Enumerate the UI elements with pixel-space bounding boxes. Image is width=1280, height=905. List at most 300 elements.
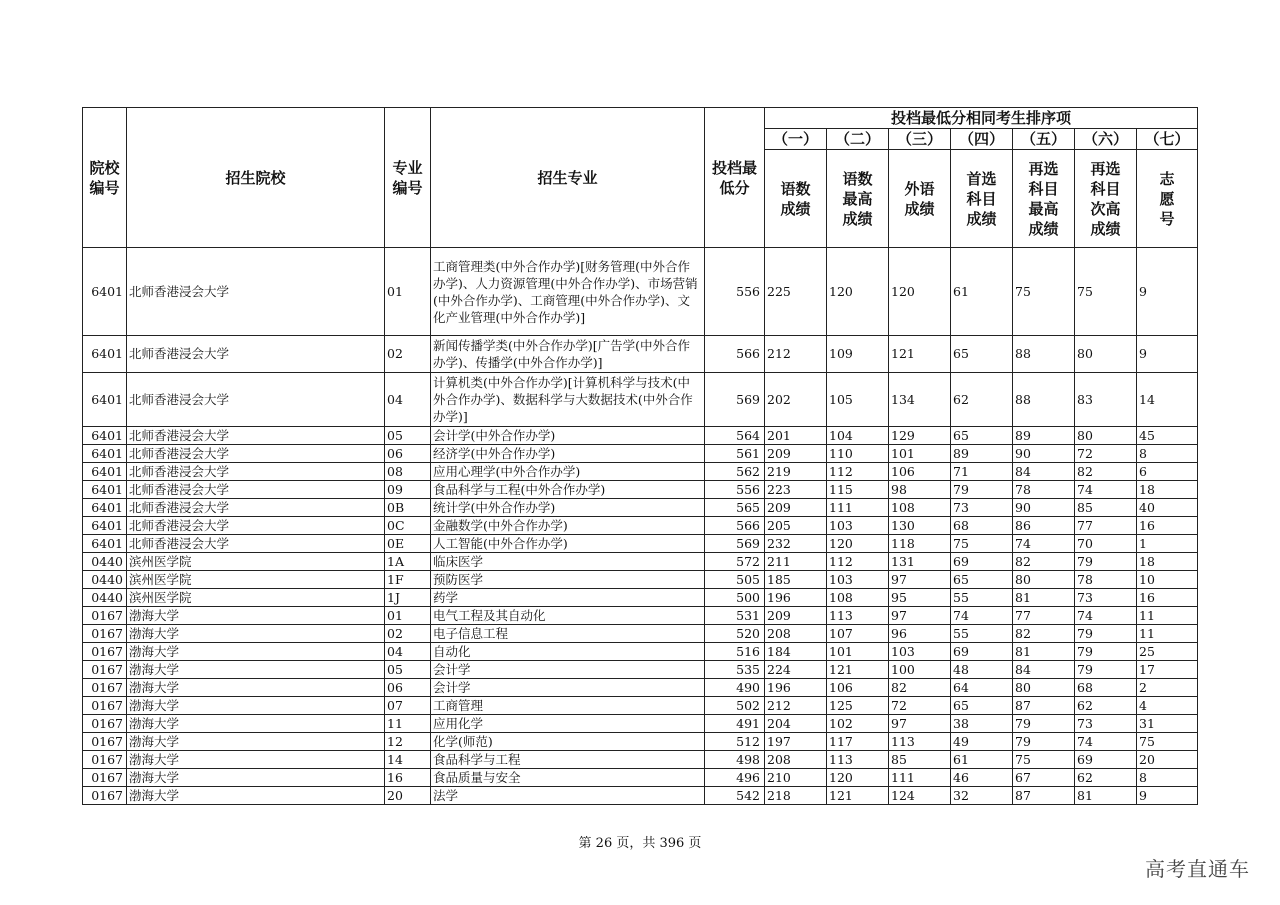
cell-school-name: 北师香港浸会大学 [127, 336, 385, 373]
header-tiebreak-label-3 [889, 150, 951, 248]
table-body [83, 248, 1198, 805]
cell-tiebreak-5: 79 [1013, 733, 1075, 751]
cell-tiebreak-6: 73 [1075, 589, 1137, 607]
cell-major-name: 应用心理学(中外合作办学) [431, 463, 705, 481]
table-row [83, 248, 1198, 336]
cell-tiebreak-1: 224 [765, 661, 827, 679]
cell-tiebreak-7: 17 [1137, 661, 1198, 679]
cell-major-name: 临床医学 [431, 553, 705, 571]
cell-school-name: 渤海大学 [127, 625, 385, 643]
cell-tiebreak-1: 196 [765, 679, 827, 697]
cell-tiebreak-1: 201 [765, 427, 827, 445]
cell-tiebreak-1: 209 [765, 607, 827, 625]
cell-school-name: 渤海大学 [127, 787, 385, 805]
cell-major-code: 1A [385, 553, 431, 571]
cell-school-code: 6401 [83, 373, 127, 427]
cell-tiebreak-6: 73 [1075, 715, 1137, 733]
header-tiebreak-label-1 [765, 150, 827, 248]
cell-major-code: 11 [385, 715, 431, 733]
cell-min-score: 535 [705, 661, 765, 679]
cell-min-score: 500 [705, 589, 765, 607]
cell-tiebreak-7: 16 [1137, 517, 1198, 535]
cell-school-name: 渤海大学 [127, 607, 385, 625]
cell-tiebreak-4: 75 [951, 535, 1013, 553]
cell-major-code: 06 [385, 445, 431, 463]
cell-school-name: 渤海大学 [127, 697, 385, 715]
cell-tiebreak-6: 79 [1075, 625, 1137, 643]
cell-school-code: 0167 [83, 787, 127, 805]
cell-major-name: 新闻传播学类(中外合作办学)[广告学(中外合作办学)、传播学(中外合作办学)] [431, 336, 705, 373]
cell-tiebreak-7: 40 [1137, 499, 1198, 517]
page-number: 第 26 页，共 396 页 [578, 836, 702, 851]
cell-tiebreak-1: 223 [765, 481, 827, 499]
cell-tiebreak-1: 197 [765, 733, 827, 751]
cell-tiebreak-7: 8 [1137, 769, 1198, 787]
cell-tiebreak-1: 184 [765, 643, 827, 661]
header-tiebreak-label-5-text: 再选科目最高成绩 [1028, 159, 1059, 238]
cell-tiebreak-6: 79 [1075, 643, 1137, 661]
cell-tiebreak-2: 120 [827, 535, 889, 553]
cell-tiebreak-4: 73 [951, 499, 1013, 517]
cell-school-code: 0440 [83, 589, 127, 607]
cell-tiebreak-3: 108 [889, 499, 951, 517]
header-tiebreak-label-1-text: 语数成绩 [780, 179, 811, 218]
cell-tiebreak-7: 8 [1137, 445, 1198, 463]
cell-tiebreak-4: 65 [951, 427, 1013, 445]
cell-major-code: 02 [385, 625, 431, 643]
cell-school-name: 渤海大学 [127, 751, 385, 769]
cell-tiebreak-6: 81 [1075, 787, 1137, 805]
cell-tiebreak-7: 2 [1137, 679, 1198, 697]
cell-tiebreak-2: 108 [827, 589, 889, 607]
cell-major-code: 12 [385, 733, 431, 751]
table-row [83, 787, 1198, 805]
header-tiebreak-label-7-text: 志愿号 [1159, 169, 1175, 228]
cell-tiebreak-6: 85 [1075, 499, 1137, 517]
table-row [83, 643, 1198, 661]
cell-tiebreak-3: 103 [889, 643, 951, 661]
cell-tiebreak-3: 106 [889, 463, 951, 481]
cell-tiebreak-7: 16 [1137, 589, 1198, 607]
cell-tiebreak-6: 75 [1075, 248, 1137, 336]
cell-tiebreak-2: 115 [827, 481, 889, 499]
cell-major-code: 20 [385, 787, 431, 805]
table-row [83, 463, 1198, 481]
cell-tiebreak-6: 78 [1075, 571, 1137, 589]
cell-tiebreak-2: 113 [827, 607, 889, 625]
cell-school-name: 北师香港浸会大学 [127, 535, 385, 553]
cell-tiebreak-4: 71 [951, 463, 1013, 481]
cell-tiebreak-5: 90 [1013, 445, 1075, 463]
cell-tiebreak-2: 112 [827, 553, 889, 571]
cell-tiebreak-5: 88 [1013, 373, 1075, 427]
cell-tiebreak-2: 120 [827, 248, 889, 336]
cell-tiebreak-7: 9 [1137, 248, 1198, 336]
cell-tiebreak-2: 103 [827, 517, 889, 535]
cell-major-code: 1J [385, 589, 431, 607]
cell-tiebreak-7: 1 [1137, 535, 1198, 553]
cell-school-code: 6401 [83, 517, 127, 535]
cell-major-code: 01 [385, 607, 431, 625]
cell-tiebreak-7: 11 [1137, 625, 1198, 643]
cell-tiebreak-5: 80 [1013, 571, 1075, 589]
header-tiebreak-label-7 [1137, 150, 1198, 248]
cell-tiebreak-2: 101 [827, 643, 889, 661]
cell-min-score: 531 [705, 607, 765, 625]
cell-tiebreak-6: 62 [1075, 697, 1137, 715]
cell-tiebreak-5: 82 [1013, 553, 1075, 571]
cell-tiebreak-4: 55 [951, 625, 1013, 643]
cell-major-name: 人工智能(中外合作办学) [431, 535, 705, 553]
cell-major-code: 06 [385, 679, 431, 697]
cell-school-name: 滨州医学院 [127, 589, 385, 607]
cell-major-name: 工商管理类(中外合作办学)[财务管理(中外合作办学)、人力资源管理(中外合作办学)、市场营销(中外合作办学)、工商管理(中外合作办学)、文化产业管理(中外合作办学)] [431, 248, 705, 336]
cell-tiebreak-1: 208 [765, 625, 827, 643]
table-row [83, 427, 1198, 445]
cell-tiebreak-2: 105 [827, 373, 889, 427]
header-school-code-label: 院校编号 [89, 158, 120, 197]
cell-min-score: 496 [705, 769, 765, 787]
cell-tiebreak-3: 82 [889, 679, 951, 697]
cell-tiebreak-2: 110 [827, 445, 889, 463]
cell-tiebreak-2: 112 [827, 463, 889, 481]
header-tiebreak-number-4: （四） [951, 129, 1013, 150]
header-tiebreak-label-4 [951, 150, 1013, 248]
cell-major-name: 应用化学 [431, 715, 705, 733]
table-row [83, 481, 1198, 499]
cell-min-score: 491 [705, 715, 765, 733]
cell-school-name: 渤海大学 [127, 733, 385, 751]
cell-tiebreak-6: 74 [1075, 481, 1137, 499]
cell-tiebreak-2: 103 [827, 571, 889, 589]
header-min-score [705, 108, 765, 248]
admission-score-table [82, 107, 1198, 805]
cell-major-name: 工商管理 [431, 697, 705, 715]
header-tiebreak-number-2: （二） [827, 129, 889, 150]
cell-major-name: 药学 [431, 589, 705, 607]
cell-major-code: 02 [385, 336, 431, 373]
cell-major-name: 金融数学(中外合作办学) [431, 517, 705, 535]
cell-tiebreak-1: 202 [765, 373, 827, 427]
cell-tiebreak-5: 89 [1013, 427, 1075, 445]
cell-major-name: 食品质量与安全 [431, 769, 705, 787]
cell-tiebreak-2: 125 [827, 697, 889, 715]
cell-tiebreak-6: 80 [1075, 427, 1137, 445]
cell-tiebreak-7: 10 [1137, 571, 1198, 589]
cell-tiebreak-6: 72 [1075, 445, 1137, 463]
cell-min-score: 565 [705, 499, 765, 517]
cell-min-score: 564 [705, 427, 765, 445]
cell-tiebreak-3: 97 [889, 715, 951, 733]
table-row [83, 373, 1198, 427]
cell-tiebreak-2: 117 [827, 733, 889, 751]
cell-school-name: 北师香港浸会大学 [127, 445, 385, 463]
cell-school-name: 渤海大学 [127, 661, 385, 679]
cell-tiebreak-6: 83 [1075, 373, 1137, 427]
cell-school-name: 北师香港浸会大学 [127, 373, 385, 427]
cell-tiebreak-7: 18 [1137, 481, 1198, 499]
cell-tiebreak-6: 82 [1075, 463, 1137, 481]
cell-tiebreak-1: 211 [765, 553, 827, 571]
cell-school-code: 0167 [83, 697, 127, 715]
cell-tiebreak-5: 77 [1013, 607, 1075, 625]
cell-tiebreak-2: 120 [827, 769, 889, 787]
cell-school-code: 0167 [83, 733, 127, 751]
cell-tiebreak-4: 61 [951, 248, 1013, 336]
table-row [83, 517, 1198, 535]
cell-school-name: 北师香港浸会大学 [127, 463, 385, 481]
header-school-code [83, 108, 127, 248]
cell-major-code: 0C [385, 517, 431, 535]
cell-tiebreak-6: 77 [1075, 517, 1137, 535]
cell-school-code: 0167 [83, 625, 127, 643]
cell-tiebreak-4: 65 [951, 336, 1013, 373]
cell-school-code: 6401 [83, 481, 127, 499]
cell-tiebreak-4: 48 [951, 661, 1013, 679]
cell-tiebreak-3: 120 [889, 248, 951, 336]
cell-tiebreak-2: 107 [827, 625, 889, 643]
cell-tiebreak-1: 212 [765, 697, 827, 715]
cell-school-code: 0167 [83, 643, 127, 661]
cell-major-name: 化学(师范) [431, 733, 705, 751]
header-tiebreak-number-5: （五） [1013, 129, 1075, 150]
cell-tiebreak-5: 78 [1013, 481, 1075, 499]
cell-school-code: 6401 [83, 427, 127, 445]
cell-tiebreak-3: 134 [889, 373, 951, 427]
table-row [83, 661, 1198, 679]
header-tiebreak-title: 投档最低分相同考生排序项 [765, 108, 1198, 129]
header-tiebreak-label-2 [827, 150, 889, 248]
cell-tiebreak-7: 6 [1137, 463, 1198, 481]
cell-tiebreak-1: 218 [765, 787, 827, 805]
cell-tiebreak-5: 86 [1013, 517, 1075, 535]
header-major-code-label: 专业编号 [392, 158, 423, 197]
cell-tiebreak-4: 61 [951, 751, 1013, 769]
cell-tiebreak-3: 121 [889, 336, 951, 373]
cell-tiebreak-4: 62 [951, 373, 1013, 427]
cell-tiebreak-5: 67 [1013, 769, 1075, 787]
cell-tiebreak-7: 75 [1137, 733, 1198, 751]
table-row [83, 499, 1198, 517]
cell-tiebreak-3: 124 [889, 787, 951, 805]
cell-tiebreak-6: 80 [1075, 336, 1137, 373]
cell-min-score: 520 [705, 625, 765, 643]
cell-tiebreak-4: 68 [951, 517, 1013, 535]
cell-tiebreak-3: 129 [889, 427, 951, 445]
cell-tiebreak-5: 75 [1013, 248, 1075, 336]
cell-tiebreak-2: 109 [827, 336, 889, 373]
cell-tiebreak-4: 65 [951, 571, 1013, 589]
cell-tiebreak-7: 25 [1137, 643, 1198, 661]
table-row [83, 336, 1198, 373]
cell-tiebreak-5: 79 [1013, 715, 1075, 733]
cell-tiebreak-3: 98 [889, 481, 951, 499]
cell-min-score: 569 [705, 373, 765, 427]
watermark-logo: 高考直通车 [1145, 857, 1250, 881]
cell-major-name: 食品科学与工程 [431, 751, 705, 769]
header-tiebreak-label-2-text: 语数最高成绩 [842, 169, 873, 228]
cell-tiebreak-7: 9 [1137, 336, 1198, 373]
cell-major-name: 自动化 [431, 643, 705, 661]
cell-tiebreak-5: 88 [1013, 336, 1075, 373]
cell-major-code: 05 [385, 661, 431, 679]
cell-tiebreak-4: 69 [951, 643, 1013, 661]
cell-tiebreak-2: 121 [827, 661, 889, 679]
cell-major-name: 预防医学 [431, 571, 705, 589]
cell-major-code: 1F [385, 571, 431, 589]
cell-school-code: 6401 [83, 336, 127, 373]
header-major-code [385, 108, 431, 248]
header-tiebreak-label-5 [1013, 150, 1075, 248]
cell-tiebreak-7: 31 [1137, 715, 1198, 733]
cell-tiebreak-3: 100 [889, 661, 951, 679]
cell-school-name: 渤海大学 [127, 643, 385, 661]
cell-school-name: 北师香港浸会大学 [127, 517, 385, 535]
cell-school-name: 北师香港浸会大学 [127, 481, 385, 499]
cell-major-name: 食品科学与工程(中外合作办学) [431, 481, 705, 499]
table-row [83, 589, 1198, 607]
cell-school-name: 北师香港浸会大学 [127, 499, 385, 517]
cell-major-code: 07 [385, 697, 431, 715]
cell-school-code: 0167 [83, 661, 127, 679]
cell-tiebreak-7: 14 [1137, 373, 1198, 427]
cell-min-score: 556 [705, 481, 765, 499]
cell-tiebreak-2: 121 [827, 787, 889, 805]
cell-tiebreak-6: 68 [1075, 679, 1137, 697]
cell-major-name: 电子信息工程 [431, 625, 705, 643]
cell-major-name: 会计学 [431, 679, 705, 697]
cell-min-score: 569 [705, 535, 765, 553]
cell-major-code: 01 [385, 248, 431, 336]
cell-tiebreak-7: 20 [1137, 751, 1198, 769]
cell-school-name: 北师香港浸会大学 [127, 248, 385, 336]
cell-tiebreak-4: 74 [951, 607, 1013, 625]
cell-major-code: 14 [385, 751, 431, 769]
cell-min-score: 562 [705, 463, 765, 481]
cell-tiebreak-4: 79 [951, 481, 1013, 499]
table-row [83, 733, 1198, 751]
cell-tiebreak-3: 72 [889, 697, 951, 715]
cell-tiebreak-3: 111 [889, 769, 951, 787]
cell-major-code: 05 [385, 427, 431, 445]
cell-tiebreak-1: 185 [765, 571, 827, 589]
cell-min-score: 505 [705, 571, 765, 589]
cell-tiebreak-6: 79 [1075, 553, 1137, 571]
cell-school-code: 0167 [83, 607, 127, 625]
cell-tiebreak-1: 208 [765, 751, 827, 769]
cell-school-code: 6401 [83, 445, 127, 463]
table-row [83, 715, 1198, 733]
cell-tiebreak-1: 209 [765, 499, 827, 517]
header-tiebreak-number-6: （六） [1075, 129, 1137, 150]
admission-table-container [82, 107, 1197, 805]
header-school-name: 招生院校 [127, 108, 385, 248]
cell-major-name: 统计学(中外合作办学) [431, 499, 705, 517]
cell-school-name: 渤海大学 [127, 679, 385, 697]
cell-school-code: 6401 [83, 248, 127, 336]
table-row [83, 535, 1198, 553]
cell-tiebreak-1: 225 [765, 248, 827, 336]
cell-tiebreak-5: 80 [1013, 679, 1075, 697]
cell-tiebreak-3: 130 [889, 517, 951, 535]
header-tiebreak-number-3: （三） [889, 129, 951, 150]
table-row [83, 571, 1198, 589]
cell-tiebreak-3: 101 [889, 445, 951, 463]
cell-tiebreak-3: 131 [889, 553, 951, 571]
header-major-name: 招生专业 [431, 108, 705, 248]
cell-major-code: 0B [385, 499, 431, 517]
cell-tiebreak-7: 9 [1137, 787, 1198, 805]
cell-tiebreak-1: 205 [765, 517, 827, 535]
cell-min-score: 502 [705, 697, 765, 715]
cell-tiebreak-1: 212 [765, 336, 827, 373]
cell-tiebreak-3: 85 [889, 751, 951, 769]
cell-tiebreak-7: 18 [1137, 553, 1198, 571]
cell-major-code: 08 [385, 463, 431, 481]
cell-major-name: 电气工程及其自动化 [431, 607, 705, 625]
cell-tiebreak-2: 106 [827, 679, 889, 697]
cell-tiebreak-3: 97 [889, 607, 951, 625]
header-tiebreak-label-6-text: 再选科目次高成绩 [1090, 159, 1121, 238]
cell-school-code: 0167 [83, 679, 127, 697]
cell-tiebreak-6: 62 [1075, 769, 1137, 787]
cell-tiebreak-5: 75 [1013, 751, 1075, 769]
header-tiebreak-number-1: （一） [765, 129, 827, 150]
cell-tiebreak-4: 65 [951, 697, 1013, 715]
cell-min-score: 566 [705, 336, 765, 373]
table-row [83, 769, 1198, 787]
cell-school-code: 0440 [83, 571, 127, 589]
cell-tiebreak-3: 113 [889, 733, 951, 751]
cell-tiebreak-2: 111 [827, 499, 889, 517]
cell-tiebreak-5: 90 [1013, 499, 1075, 517]
cell-tiebreak-3: 118 [889, 535, 951, 553]
cell-tiebreak-5: 81 [1013, 589, 1075, 607]
cell-school-code: 6401 [83, 463, 127, 481]
cell-tiebreak-5: 81 [1013, 643, 1075, 661]
cell-tiebreak-2: 113 [827, 751, 889, 769]
cell-tiebreak-7: 4 [1137, 697, 1198, 715]
cell-school-code: 6401 [83, 535, 127, 553]
cell-major-code: 04 [385, 643, 431, 661]
cell-tiebreak-6: 74 [1075, 607, 1137, 625]
cell-tiebreak-1: 196 [765, 589, 827, 607]
cell-major-name: 法学 [431, 787, 705, 805]
cell-school-name: 滨州医学院 [127, 553, 385, 571]
cell-school-code: 0167 [83, 715, 127, 733]
cell-school-name: 滨州医学院 [127, 571, 385, 589]
cell-tiebreak-6: 70 [1075, 535, 1137, 553]
header-min-score-label: 投档最低分 [711, 158, 757, 197]
cell-min-score: 572 [705, 553, 765, 571]
cell-tiebreak-1: 219 [765, 463, 827, 481]
table-row [83, 445, 1198, 463]
cell-tiebreak-1: 204 [765, 715, 827, 733]
table-row [83, 553, 1198, 571]
cell-min-score: 498 [705, 751, 765, 769]
cell-tiebreak-5: 87 [1013, 787, 1075, 805]
cell-tiebreak-5: 87 [1013, 697, 1075, 715]
cell-school-name: 渤海大学 [127, 715, 385, 733]
cell-tiebreak-3: 97 [889, 571, 951, 589]
cell-tiebreak-3: 95 [889, 589, 951, 607]
cell-tiebreak-2: 102 [827, 715, 889, 733]
cell-major-name: 会计学 [431, 661, 705, 679]
cell-tiebreak-4: 38 [951, 715, 1013, 733]
cell-tiebreak-6: 79 [1075, 661, 1137, 679]
cell-school-code: 0167 [83, 751, 127, 769]
cell-min-score: 566 [705, 517, 765, 535]
